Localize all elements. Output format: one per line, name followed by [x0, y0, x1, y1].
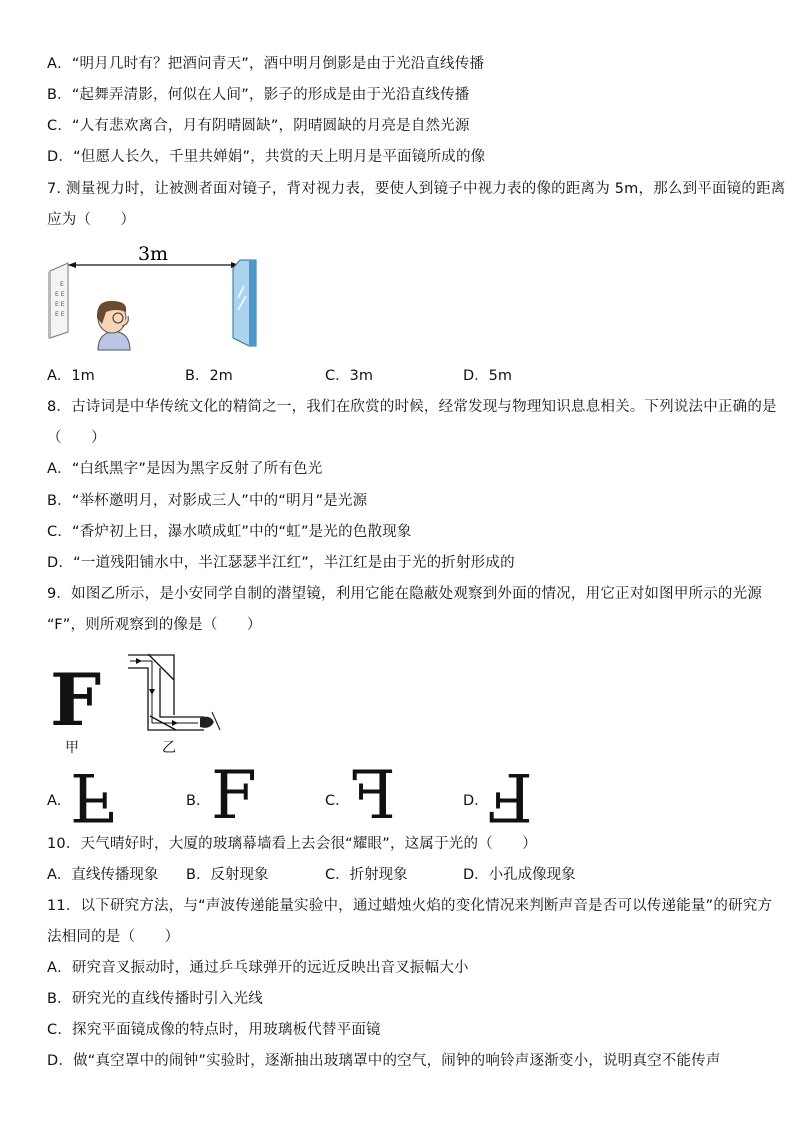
figure-jia-letter: F — [50, 657, 102, 742]
q10-stem: 10．天气晴好时，大厦的玻璃幕墙看上去会很“耀眼”，这属于光的（ ） — [47, 836, 537, 852]
q10-option-d: D．小孔成像现象 — [463, 867, 576, 883]
q11-option-b: B．研究光的直线传播时引入光线 — [47, 991, 263, 1007]
q7-option-b: B．2m — [185, 368, 233, 384]
periscope-figure — [122, 650, 227, 735]
q9-option-c-label: C． — [325, 793, 350, 809]
q11-option-c: C．探究平面镜成像的特点时，用玻璃板代替平面镜 — [47, 1022, 381, 1038]
q9-option-c-glyph: F — [350, 757, 396, 834]
q10-option-a: A．直线传播现象 — [47, 867, 159, 883]
q8-stem-line2: （ ） — [47, 430, 106, 446]
svg-text:E E: E E — [55, 311, 65, 318]
eye-chart-icon — [48, 263, 68, 339]
q7-stem-line2: 应为（ ） — [47, 212, 136, 228]
q9-option-a-label: A． — [47, 793, 72, 809]
figure-jia-label: 甲 — [65, 740, 79, 756]
q9-option-b-label: B． — [186, 793, 211, 809]
q11-option-d: D．做“真空罩中的闹钟”实验时，逐渐抽出玻璃罩中的空气，闹钟的响铃声逐渐变小，说明真空不能传声 — [47, 1053, 721, 1069]
q7-option-d: D．5m — [463, 368, 513, 384]
q8-option-c: C．“香炉初上日，瀑水喷成虹”中的“虹”是光的色散现象 — [47, 524, 412, 540]
distance-label: 3m — [137, 243, 169, 265]
q9-stem-line1: 9．如图乙所示，是小安同学自制的潜望镜，利用它能在隐蔽处观察到外面的情况，用它正对如图甲所示的光源 — [47, 586, 763, 602]
q7-figure — [46, 238, 261, 353]
q8-option-b: B．“举杯邀明月，对影成三人”中的“明月”是光源 — [47, 493, 368, 509]
q11-stem-line2: 法相同的是（ ） — [47, 929, 180, 945]
mirror-icon — [233, 260, 256, 346]
q6-option-c: C．“人有悲欢离合，月有阴晴圆缺”，阴晴圆缺的月亮是自然光源 — [47, 118, 470, 134]
q9-option-b-glyph: F — [211, 757, 257, 834]
q11-stem-line1: 11．以下研究方法，与“声波传递能量实验中，通过蜡烛火焰的变化情况来判断声音是否可以传递能量”的研究方 — [47, 898, 773, 914]
q8-option-d: D．“一道残阳铺水中，半江瑟瑟半江红”，半江红是由于光的折射形成的 — [47, 555, 515, 571]
svg-text:E E: E E — [55, 301, 65, 308]
q10-option-c: C．折射现象 — [325, 867, 408, 883]
q11-option-a: A．研究音叉振动时，通过乒乓球弹开的远近反映出音叉振幅大小 — [47, 960, 469, 976]
q8-stem-line1: 8．古诗词是中华传统文化的精简之一，我们在欣赏的时候，经常发现与物理知识息息相关。下列说法中正确的是 — [47, 399, 777, 415]
q9-stem-line2: “F”，则所观察到的像是（ ） — [47, 617, 262, 633]
svg-text:E E: E E — [55, 291, 65, 298]
svg-text:E: E — [60, 281, 64, 288]
q8-option-a: A．“白纸黑字”是因为黑字反射了所有色光 — [47, 461, 323, 477]
q9-option-d-label: D． — [463, 793, 489, 809]
figure-yi-label: 乙 — [162, 740, 176, 756]
q9-option-d-glyph: F — [487, 758, 533, 835]
q6-option-d: D．“但愿人长久，千里共婵娟”，共赏的天上明月是平面镜所成的像 — [47, 149, 486, 165]
q10-option-b: B．反射现象 — [186, 867, 269, 883]
q9-option-a-glyph: F — [70, 758, 116, 835]
q7-option-c: C．3m — [325, 368, 373, 384]
q7-stem-line1: 7. 测量视力时，让被测者面对镜子，背对视力表，要使人到镜子中视力表的像的距离为 5m，那么到平面镜的距离 — [47, 181, 786, 197]
person-icon — [97, 301, 130, 350]
q7-option-a: A．1m — [47, 368, 95, 384]
q6-option-b: B．“起舞弄清影，何似在人间”，影子的形成是由于光沿直线传播 — [47, 87, 470, 103]
q6-option-a: A．“明月几时有？把酒问青天”，酒中明月倒影是由于光沿直线传播 — [47, 56, 485, 72]
